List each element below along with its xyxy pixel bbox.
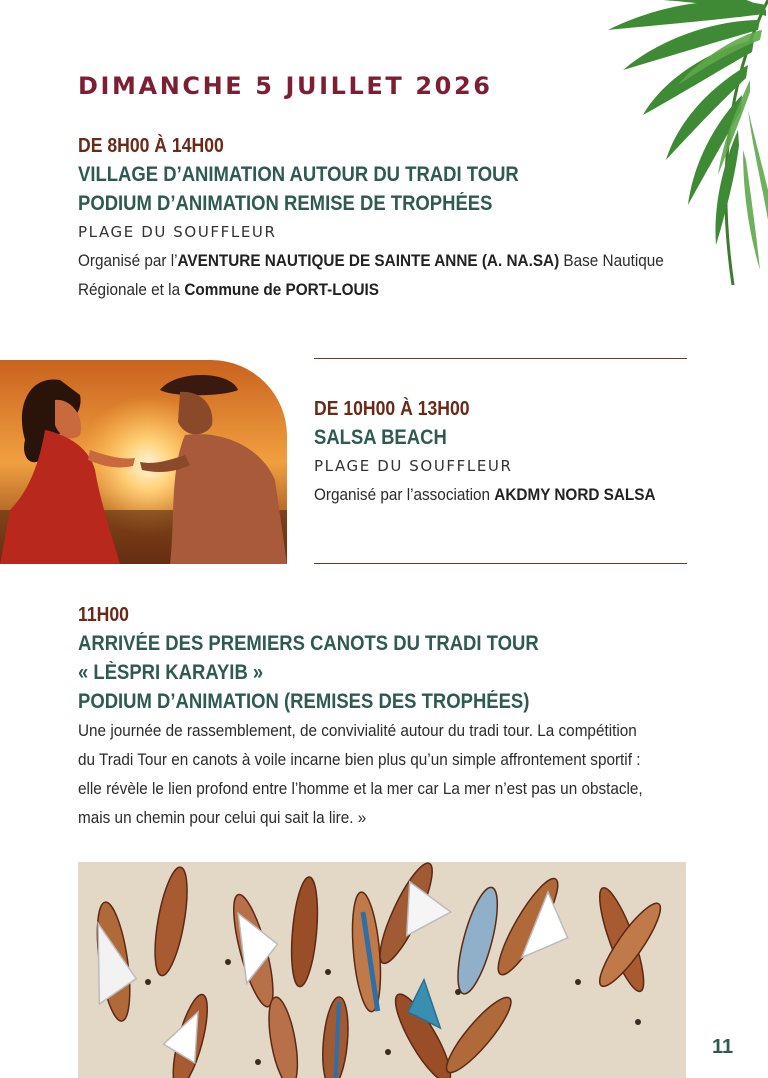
event-time: DE 8H00 À 14H00 [78,135,224,157]
event-title: ARRIVÉE DES PREMIERS CANOTS DU TRADI TOUR [78,632,539,655]
event-organizer: Organisé par l’association AKDMY NORD SALSA [314,485,656,504]
divider [314,563,687,564]
event-time: DE 10H00 À 13H00 [314,398,470,420]
event-title: PODIUM D’ANIMATION (REMISES DES TROPHÉES) [78,690,530,713]
event-title: PODIUM D’ANIMATION REMISE DE TROPHÉES [78,192,493,215]
event-place: PLAGE DU SOUFFLEUR [314,457,513,475]
event-place: PLAGE DU SOUFFLEUR [78,223,277,241]
page-number: 11 [712,1036,734,1058]
description-line: mais un chemin pour celui qui sait la lire. » [78,808,367,827]
event-description [78,716,705,832]
day-title: DIMANCHE 5 JUILLET 2026 [78,72,493,100]
event-organizer-cont: Régionale et la Commune de PORT-LOUIS [78,280,379,299]
event-salsa-beach [314,396,693,509]
description-line: du Tradi Tour en canots à voile incarne bien plus qu’un simple affrontement sportif : [78,750,641,769]
salsa-dancers-photo [0,360,287,564]
event-canots-arrival [78,602,705,832]
event-title: SALSA BEACH [314,426,447,449]
canoes-aerial-photo [78,862,686,1078]
event-title: VILLAGE D’ANIMATION AUTOUR DU TRADI TOUR [78,163,519,186]
description-line: Une journée de rassemblement, de convivialité autour du tradi tour. La compétition [78,721,637,740]
description-line: elle révèle le lien profond entre l’homme et la mer car La mer n’est pas un obstacle, [78,779,643,798]
divider [314,358,687,359]
event-village-animation [78,133,729,304]
event-time: 11H00 [78,604,129,626]
event-organizer: Organisé par l’AVENTURE NAUTIQUE DE SAINTE ANNE (A. NA.SA) Base Nautique [78,251,664,270]
event-title: « LÈSPRI KARAYIB » [78,661,264,684]
